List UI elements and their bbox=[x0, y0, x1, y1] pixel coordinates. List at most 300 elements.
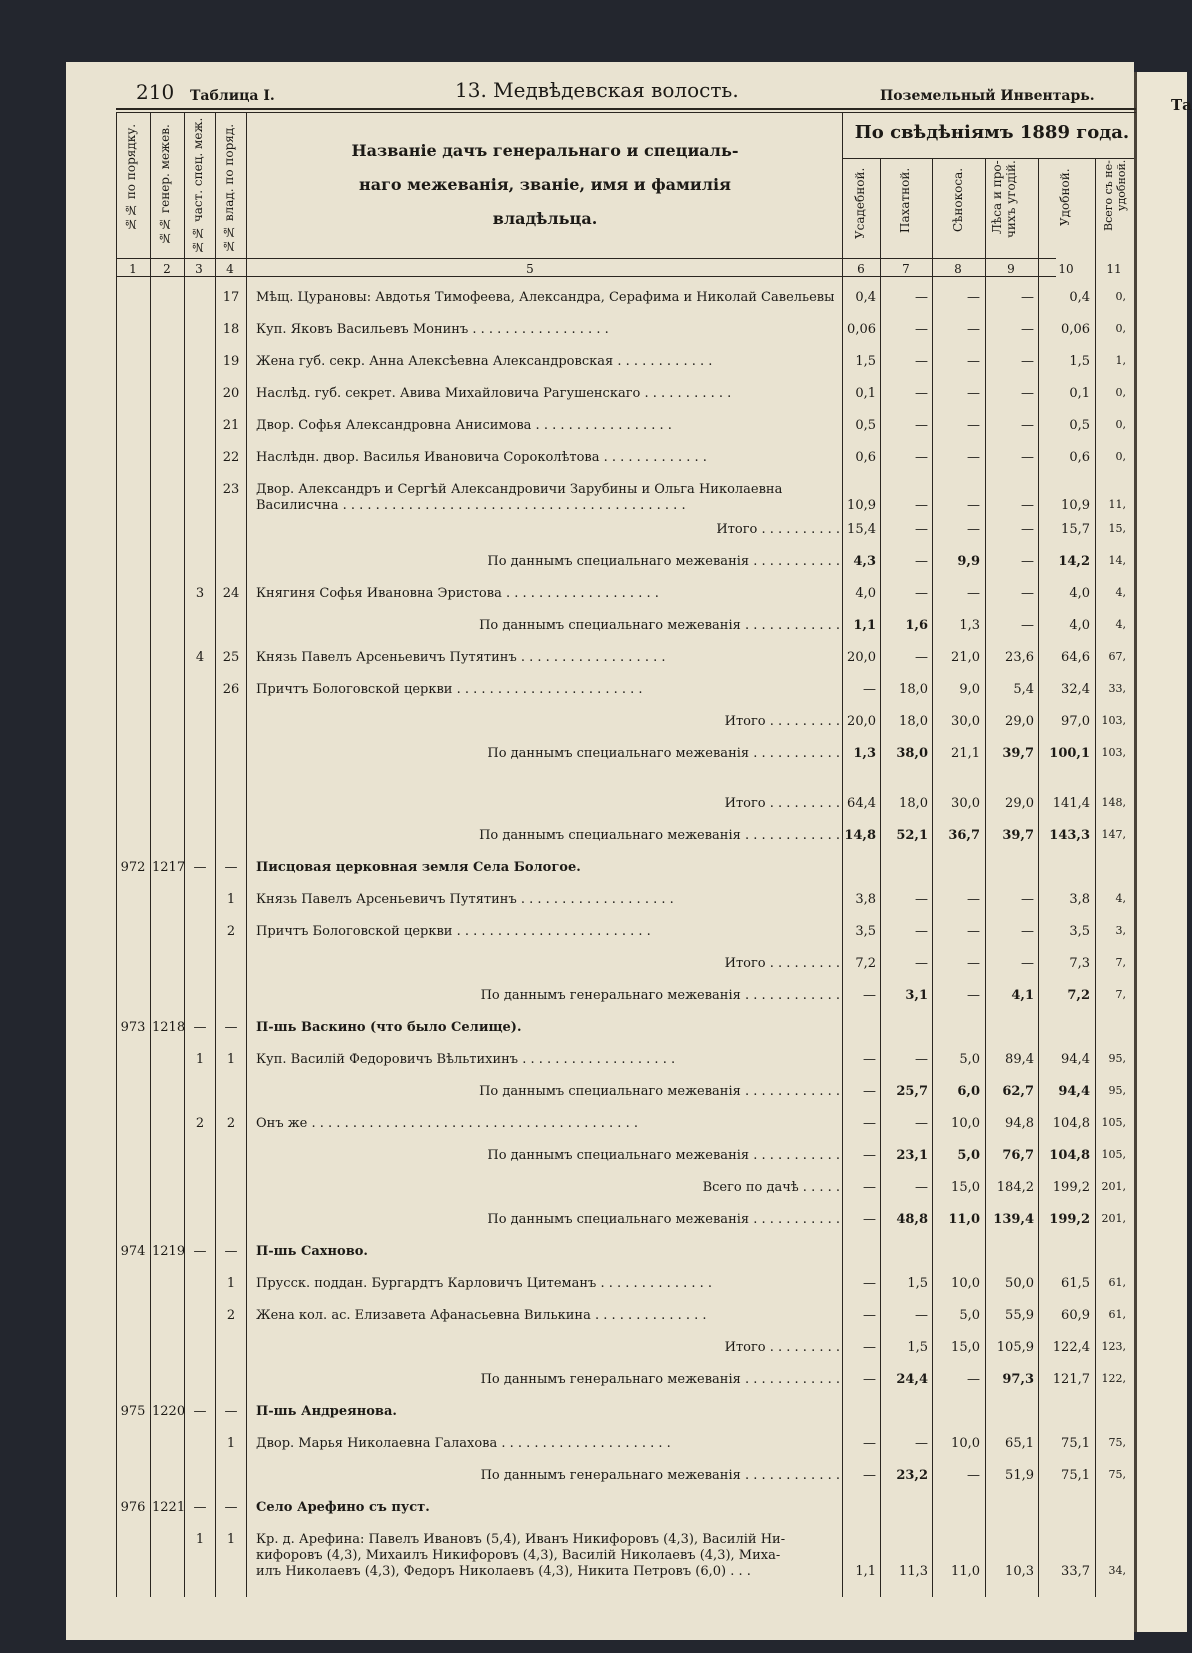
row-value-col10: 75,1 bbox=[1061, 1468, 1090, 1483]
row-value-col7: — bbox=[915, 586, 928, 601]
row-code-b: 1217 bbox=[152, 860, 186, 875]
row-value-col9: — bbox=[1021, 354, 1034, 369]
row-value-col10: 104,8 bbox=[1049, 1148, 1090, 1163]
row-value-col8: 6,0 bbox=[957, 1084, 980, 1099]
row-value-col8: — bbox=[967, 1372, 980, 1387]
row-value-col6: 64,4 bbox=[847, 796, 876, 811]
row-value-col6: — bbox=[863, 1116, 876, 1131]
column-line bbox=[932, 158, 933, 1597]
row-value-col9: — bbox=[1021, 892, 1034, 907]
row-value-col10: 0,6 bbox=[1069, 450, 1090, 465]
row-value-col9: 89,4 bbox=[1005, 1052, 1034, 1067]
row-value-col7: 23,2 bbox=[896, 1468, 928, 1483]
row-value-col7: 3,1 bbox=[905, 988, 928, 1003]
row-code-c: 2 bbox=[195, 1116, 205, 1131]
row-value-col7: — bbox=[915, 554, 928, 569]
row-value-col10: 15,7 bbox=[1061, 522, 1090, 537]
row-value-col9: 29,0 bbox=[1005, 796, 1034, 811]
row-code-d: — bbox=[224, 1020, 238, 1035]
row-value-col8: 1,3 bbox=[959, 618, 980, 633]
row-code-b: 1218 bbox=[152, 1020, 186, 1035]
row-value-col8: — bbox=[967, 522, 980, 537]
row-description: Двор. Софья Александровна Анисимова . . . . . . . . . . . . . . . . . bbox=[256, 418, 672, 433]
row-value-col8: 5,0 bbox=[957, 1148, 980, 1163]
row-value-col8: — bbox=[967, 892, 980, 907]
row-value-col6: — bbox=[863, 1468, 876, 1483]
row-code-c: — bbox=[193, 1020, 207, 1035]
column-number: 2 bbox=[163, 262, 171, 276]
row-value-col8: 10,0 bbox=[951, 1276, 980, 1291]
row-value-col10: 122,4 bbox=[1052, 1340, 1090, 1355]
row-code-d: 1 bbox=[226, 1532, 236, 1547]
col-header-arable: Пахатной. bbox=[898, 168, 912, 234]
row-value-col10: 7,3 bbox=[1069, 956, 1090, 971]
column-line bbox=[246, 112, 247, 1597]
row-code-c: — bbox=[193, 1404, 207, 1419]
row-value-col6: 20,0 bbox=[847, 650, 876, 665]
row-description: П-шь Андреянова. bbox=[256, 1404, 397, 1419]
row-description: По даннымъ специальнаго межеванія . . . . . . . . . . . bbox=[487, 746, 840, 761]
row-value-col6: 4,3 bbox=[853, 554, 876, 569]
row-description: Княгиня Софья Ивановна Эристова . . . . . . . . . . . . . . . . . . . bbox=[256, 586, 659, 601]
row-value-col8: 5,0 bbox=[959, 1308, 980, 1323]
row-value-col8: — bbox=[967, 586, 980, 601]
row-value-col11: 105, bbox=[1101, 1148, 1126, 1161]
row-code-d: 1 bbox=[226, 1052, 236, 1067]
row-value-col7: — bbox=[915, 1052, 928, 1067]
row-value-col6: — bbox=[863, 1148, 876, 1163]
row-value-col10: 60,9 bbox=[1061, 1308, 1090, 1323]
row-value-col7: 1,6 bbox=[905, 618, 928, 633]
row-code-c: — bbox=[193, 1500, 207, 1515]
col-header-forest: Лѣса и про-чихъ угодій. bbox=[990, 160, 1018, 238]
next-page-edge bbox=[1134, 72, 1192, 1632]
page-running-head: Поземельный Инвентарь. bbox=[880, 88, 1095, 104]
row-code-d: — bbox=[224, 1404, 238, 1419]
row-value-col10: 4,0 bbox=[1069, 586, 1090, 601]
row-code-c: 3 bbox=[195, 586, 205, 601]
row-code-a: 974 bbox=[120, 1244, 146, 1259]
page-title: 13. Медвѣдевская волость. bbox=[455, 78, 739, 102]
row-value-col9: — bbox=[1021, 418, 1034, 433]
row-code-d: 23 bbox=[222, 482, 240, 497]
column-number: 5 bbox=[526, 262, 534, 276]
row-value-col11: 33, bbox=[1108, 682, 1126, 695]
row-code-d: 1 bbox=[226, 892, 236, 907]
row-value-col7: — bbox=[915, 650, 928, 665]
row-value-col6: — bbox=[863, 1052, 876, 1067]
row-value-col11: 0, bbox=[1115, 418, 1126, 431]
row-value-col11: 103, bbox=[1101, 746, 1126, 759]
row-value-col6: 20,0 bbox=[847, 714, 876, 729]
row-value-col10: 4,0 bbox=[1069, 618, 1090, 633]
row-value-col11: 122, bbox=[1101, 1372, 1126, 1385]
row-code-d: 2 bbox=[226, 924, 236, 939]
col-header-main-line: владѣльца. bbox=[492, 209, 598, 228]
row-value-col8: — bbox=[967, 988, 980, 1003]
row-value-col7: 38,0 bbox=[896, 746, 928, 761]
row-code-a: 973 bbox=[120, 1020, 146, 1035]
col-header-owner-no: №№ влад. по поряд. bbox=[222, 124, 236, 254]
row-value-col11: 4, bbox=[1115, 892, 1126, 905]
header-rule bbox=[116, 108, 1136, 110]
row-value-col8: 21,0 bbox=[951, 650, 980, 665]
row-value-col11: 0, bbox=[1115, 322, 1126, 335]
row-code-c: — bbox=[193, 1244, 207, 1259]
row-value-col10: 143,3 bbox=[1049, 828, 1090, 843]
row-description: Итого . . . . . . . . . bbox=[724, 714, 840, 729]
row-value-col11: 95, bbox=[1108, 1084, 1126, 1097]
row-value-col9: 39,7 bbox=[1002, 828, 1034, 843]
row-value-col8: — bbox=[967, 418, 980, 433]
col-header-total: Всего съ не-удобной. bbox=[1102, 160, 1128, 231]
row-code-d: — bbox=[224, 860, 238, 875]
row-value-col10: 1,5 bbox=[1069, 354, 1090, 369]
row-code-b: 1220 bbox=[152, 1404, 186, 1419]
row-value-col10: 33,7 bbox=[1061, 1564, 1090, 1579]
row-value-col7: 18,0 bbox=[899, 682, 928, 697]
row-code-d: 19 bbox=[222, 354, 240, 369]
row-value-col8: 10,0 bbox=[951, 1116, 980, 1131]
row-description: Жена кол. ас. Елизавета Афанасьевна Вилькина . . . . . . . . . . . . . . bbox=[256, 1308, 707, 1323]
row-value-col9: 94,8 bbox=[1005, 1116, 1034, 1131]
row-description: Куп. Василій Федоровичъ Вѣльтихинъ . . . . . . . . . . . . . . . . . . . bbox=[256, 1052, 676, 1067]
row-description: Князь Павелъ Арсеньевичъ Путятинъ . . . . . . . . . . . . . . . . . . bbox=[256, 650, 666, 665]
row-description: Прусск. поддан. Бургардтъ Карловичъ Цитеманъ . . . . . . . . . . . . . . bbox=[256, 1276, 713, 1291]
row-value-col11: 0, bbox=[1115, 450, 1126, 463]
row-description: Двор. Марья Николаевна Галахова . . . . . . . . . . . . . . . . . . . . . bbox=[256, 1436, 671, 1451]
row-value-col7: — bbox=[915, 386, 928, 401]
row-description: По даннымъ специальнаго межеванія . . . . . . . . . . . bbox=[487, 554, 840, 569]
row-code-d: 1 bbox=[226, 1436, 236, 1451]
row-value-col8: 30,0 bbox=[951, 796, 980, 811]
row-description: Причтъ Бологовской церкви . . . . . . . . . . . . . . . . . . . . . . . bbox=[256, 682, 643, 697]
column-number: 7 bbox=[902, 262, 910, 276]
row-value-col11: 147, bbox=[1101, 828, 1126, 841]
row-code-d: — bbox=[224, 1244, 238, 1259]
row-value-col11: 67, bbox=[1108, 650, 1126, 663]
row-description: Двор. Александръ и Сергѣй Александровичи Зарубины и Ольга Николаевна bbox=[256, 482, 783, 497]
row-value-col9: — bbox=[1021, 290, 1034, 305]
row-value-col7: — bbox=[915, 1308, 928, 1323]
row-value-col10: 3,5 bbox=[1069, 924, 1090, 939]
header-rule-thin bbox=[116, 112, 1136, 113]
row-value-col6: 3,5 bbox=[855, 924, 876, 939]
row-description: По даннымъ специальнаго межеванія . . . . . . . . . . . . bbox=[479, 1084, 840, 1099]
row-value-col7: — bbox=[915, 498, 928, 513]
row-value-col7: — bbox=[915, 924, 928, 939]
row-value-col11: 105, bbox=[1101, 1116, 1126, 1129]
row-value-col9: 5,4 bbox=[1013, 682, 1034, 697]
row-value-col10: 75,1 bbox=[1061, 1436, 1090, 1451]
row-value-col11: 7, bbox=[1115, 956, 1126, 969]
row-description: Итого . . . . . . . . . bbox=[724, 1340, 840, 1355]
row-value-col9: — bbox=[1021, 498, 1034, 513]
row-code-d: 24 bbox=[222, 586, 240, 601]
row-value-col8: 5,0 bbox=[959, 1052, 980, 1067]
row-value-col9: — bbox=[1021, 322, 1034, 337]
row-value-col7: 25,7 bbox=[896, 1084, 928, 1099]
col-header-main-line: Названіе дачъ генеральнаго и специаль- bbox=[351, 141, 739, 160]
row-value-col6: 0,4 bbox=[855, 290, 876, 305]
row-value-col10: 7,2 bbox=[1067, 988, 1090, 1003]
row-value-col8: 11,0 bbox=[948, 1212, 980, 1227]
row-value-col10: 0,06 bbox=[1061, 322, 1090, 337]
row-value-col7: — bbox=[915, 322, 928, 337]
row-value-col10: 14,2 bbox=[1058, 554, 1090, 569]
row-description: Село Арефино съ пуст. bbox=[256, 1500, 430, 1515]
row-value-col7: 1,5 bbox=[907, 1276, 928, 1291]
row-code-b: 1221 bbox=[152, 1500, 186, 1515]
col-header-order-no: №№ по порядку. bbox=[124, 124, 138, 232]
row-value-col9: 10,3 bbox=[1005, 1564, 1034, 1579]
row-code-d: — bbox=[224, 1500, 238, 1515]
row-value-col11: 201, bbox=[1101, 1212, 1126, 1225]
row-value-col6: — bbox=[863, 682, 876, 697]
row-value-col10: 104,8 bbox=[1052, 1116, 1090, 1131]
row-description: По даннымъ специальнаго межеванія . . . . . . . . . . . . bbox=[479, 828, 840, 843]
row-code-d: 2 bbox=[226, 1116, 236, 1131]
row-code-b: 1219 bbox=[152, 1244, 186, 1259]
row-value-col11: 75, bbox=[1108, 1468, 1126, 1481]
row-value-col9: 55,9 bbox=[1005, 1308, 1034, 1323]
column-number: 3 bbox=[195, 262, 203, 276]
row-code-d: 20 bbox=[222, 386, 240, 401]
row-code-d: 21 bbox=[222, 418, 240, 433]
row-value-col8: — bbox=[967, 956, 980, 971]
row-description: По даннымъ генеральнаго межеванія . . . . . . . . . . . . bbox=[480, 1372, 840, 1387]
row-description: П-шь Сахново. bbox=[256, 1244, 368, 1259]
col-header-main bbox=[250, 134, 840, 236]
row-value-col10: 0,5 bbox=[1069, 418, 1090, 433]
row-value-col10: 97,0 bbox=[1061, 714, 1090, 729]
row-value-col8: 10,0 bbox=[951, 1436, 980, 1451]
column-line bbox=[150, 112, 151, 1597]
row-code-d: 26 bbox=[222, 682, 240, 697]
row-value-col6: — bbox=[863, 1212, 876, 1227]
row-value-col10: 94,4 bbox=[1058, 1084, 1090, 1099]
row-value-col9: 4,1 bbox=[1011, 988, 1034, 1003]
row-value-col11: 14, bbox=[1108, 554, 1126, 567]
row-value-col8: — bbox=[967, 354, 980, 369]
row-value-col11: 15, bbox=[1108, 522, 1126, 535]
row-value-col10: 64,6 bbox=[1061, 650, 1090, 665]
row-value-col7: 48,8 bbox=[896, 1212, 928, 1227]
row-value-col8: 15,0 bbox=[951, 1340, 980, 1355]
row-value-col6: 1,3 bbox=[853, 746, 876, 761]
column-number: 4 bbox=[226, 262, 234, 276]
column-line bbox=[116, 112, 117, 1597]
row-description: Мѣщ. Цурановы: Авдотья Тимофеева, Александра, Серафима и Николай Савельевы bbox=[256, 290, 835, 305]
row-value-col11: 3, bbox=[1115, 924, 1126, 937]
row-value-col7: — bbox=[915, 522, 928, 537]
column-number: 9 bbox=[1007, 262, 1015, 276]
row-code-c: — bbox=[193, 860, 207, 875]
row-value-col6: 10,9 bbox=[847, 498, 876, 513]
row-description: Жена губ. секр. Анна Алексѣевна Александровская . . . . . . . . . . . . bbox=[256, 354, 713, 369]
row-value-col7: — bbox=[915, 354, 928, 369]
col-header-general-survey-no: №№ генер. межев. bbox=[158, 124, 172, 245]
row-value-col11: 61, bbox=[1108, 1308, 1126, 1321]
row-value-col9: 105,9 bbox=[996, 1340, 1034, 1355]
row-value-col10: 121,7 bbox=[1052, 1372, 1090, 1387]
row-value-col6: 0,6 bbox=[855, 450, 876, 465]
row-value-col11: 95, bbox=[1108, 1052, 1126, 1065]
row-value-col10: 0,1 bbox=[1069, 386, 1090, 401]
row-value-col6: 14,8 bbox=[844, 828, 876, 843]
row-value-col11: 34, bbox=[1108, 1564, 1126, 1577]
row-value-col6: — bbox=[863, 1084, 876, 1099]
row-code-d: 1 bbox=[226, 1276, 236, 1291]
row-value-col6: 1,1 bbox=[853, 618, 876, 633]
row-value-col8: 21,1 bbox=[951, 746, 980, 761]
row-description: По даннымъ специальнаго межеванія . . . . . . . . . . . bbox=[487, 1212, 840, 1227]
row-value-col11: 7, bbox=[1115, 988, 1126, 1001]
column-number: 10 bbox=[1058, 262, 1074, 276]
row-value-col8: — bbox=[967, 450, 980, 465]
row-value-col9: 62,7 bbox=[1002, 1084, 1034, 1099]
row-code-c: 4 bbox=[195, 650, 205, 665]
row-value-col10: 3,8 bbox=[1069, 892, 1090, 907]
row-value-col9: 97,3 bbox=[1002, 1372, 1034, 1387]
row-value-col11: 61, bbox=[1108, 1276, 1126, 1289]
row-description: Князь Павелъ Арсеньевичъ Путятинъ . . . . . . . . . . . . . . . . . . . bbox=[256, 892, 674, 907]
row-value-col9: 65,1 bbox=[1005, 1436, 1034, 1451]
row-description: Наслѣд. губ. секрет. Авива Михайловича Рагушенскаго . . . . . . . . . . . bbox=[256, 386, 732, 401]
column-line bbox=[184, 112, 185, 1597]
row-code-d: 25 bbox=[222, 650, 240, 665]
row-description: Писцовая церковная земля Села Бологое. bbox=[256, 860, 581, 875]
row-value-col7: 24,4 bbox=[896, 1372, 928, 1387]
row-value-col7: — bbox=[915, 418, 928, 433]
row-code-a: 975 bbox=[120, 1404, 146, 1419]
column-line bbox=[215, 112, 216, 1597]
column-line bbox=[880, 158, 881, 1597]
row-value-col7: — bbox=[915, 450, 928, 465]
row-value-col7: 18,0 bbox=[899, 796, 928, 811]
column-number: 6 bbox=[857, 262, 865, 276]
page-number: 210 bbox=[136, 80, 175, 104]
row-value-col7: — bbox=[915, 956, 928, 971]
row-value-col7: — bbox=[915, 1116, 928, 1131]
row-value-col9: 39,7 bbox=[1002, 746, 1034, 761]
row-value-col8: — bbox=[967, 1468, 980, 1483]
row-value-col6: — bbox=[863, 1340, 876, 1355]
row-value-col7: 11,3 bbox=[899, 1564, 928, 1579]
row-value-col9: 51,9 bbox=[1005, 1468, 1034, 1483]
row-description: Итого . . . . . . . . . . bbox=[716, 522, 840, 537]
column-number-rule bbox=[116, 276, 1056, 277]
row-value-col9: 76,7 bbox=[1002, 1148, 1034, 1163]
row-description: По даннымъ генеральнаго межеванія . . . . . . . . . . . . bbox=[480, 1468, 840, 1483]
row-value-col7: 23,1 bbox=[896, 1148, 928, 1163]
row-value-col9: 29,0 bbox=[1005, 714, 1034, 729]
row-value-col8: — bbox=[967, 322, 980, 337]
row-description: Кр. д. Арефина: Павелъ Ивановъ (5,4), Иванъ Никифоровъ (4,3), Василій Ни- bbox=[256, 1532, 786, 1547]
row-description: По даннымъ генеральнаго межеванія . . . . . . . . . . . . bbox=[480, 988, 840, 1003]
row-description: Итого . . . . . . . . . bbox=[724, 796, 840, 811]
column-number: 1 bbox=[129, 262, 137, 276]
col-header-main-line: наго межеванія, званіе, имя и фамилія bbox=[359, 175, 731, 194]
row-description: Всего по дачѣ . . . . . bbox=[702, 1180, 840, 1195]
row-description: Итого . . . . . . . . . bbox=[724, 956, 840, 971]
row-value-col11: 0, bbox=[1115, 386, 1126, 399]
row-value-col6: — bbox=[863, 1372, 876, 1387]
row-value-col8: 9,0 bbox=[959, 682, 980, 697]
row-value-col10: 10,9 bbox=[1061, 498, 1090, 513]
row-value-col9: — bbox=[1021, 924, 1034, 939]
column-number: 8 bbox=[954, 262, 962, 276]
row-description: Онъ же . . . . . . . . . . . . . . . . . . . . . . . . . . . . . . . . . . . . . . . . bbox=[256, 1116, 638, 1131]
row-value-col6: 7,2 bbox=[855, 956, 876, 971]
column-line bbox=[1038, 158, 1039, 1597]
row-code-d: 18 bbox=[222, 322, 240, 337]
row-value-col9: — bbox=[1021, 956, 1034, 971]
row-value-col9: — bbox=[1021, 554, 1034, 569]
row-value-col6: 3,8 bbox=[855, 892, 876, 907]
row-description: Василисчна . . . . . . . . . . . . . . . . . . . . . . . . . . . . . . . . . . . . . . . . . . bbox=[256, 498, 686, 513]
row-value-col6: 0,1 bbox=[855, 386, 876, 401]
row-description: По даннымъ специальнаго межеванія . . . . . . . . . . . bbox=[487, 1148, 840, 1163]
row-value-col7: — bbox=[915, 1180, 928, 1195]
row-value-col11: 148, bbox=[1101, 796, 1126, 809]
row-value-col9: — bbox=[1021, 522, 1034, 537]
row-value-col11: 201, bbox=[1101, 1180, 1126, 1193]
row-value-col6: 15,4 bbox=[847, 522, 876, 537]
column-number: 11 bbox=[1106, 262, 1122, 276]
row-value-col8: — bbox=[967, 498, 980, 513]
row-value-col11: 75, bbox=[1108, 1436, 1126, 1449]
col-header-special-survey-no: №№ част. спец. меж. bbox=[191, 117, 205, 254]
group-header-rule bbox=[842, 158, 1134, 159]
row-value-col9: 184,2 bbox=[996, 1180, 1034, 1195]
row-value-col11: 123, bbox=[1101, 1340, 1126, 1353]
column-line bbox=[985, 158, 986, 1597]
row-code-a: 976 bbox=[120, 1500, 146, 1515]
row-value-col6: — bbox=[863, 1180, 876, 1195]
row-value-col6: 1,1 bbox=[855, 1564, 876, 1579]
row-code-d: 17 bbox=[222, 290, 240, 305]
row-value-col8: 9,9 bbox=[957, 554, 980, 569]
row-description: илъ Николаевъ (4,3), Федоръ Николаевъ (4,3), Никита Петровъ (6,0) . . . bbox=[256, 1564, 751, 1579]
row-value-col8: — bbox=[967, 386, 980, 401]
row-value-col9: — bbox=[1021, 618, 1034, 633]
row-value-col11: 0, bbox=[1115, 290, 1126, 303]
row-code-c: 1 bbox=[195, 1052, 205, 1067]
row-code-d: 22 bbox=[222, 450, 240, 465]
row-value-col9: 139,4 bbox=[993, 1212, 1034, 1227]
row-value-col8: — bbox=[967, 290, 980, 305]
col-header-hay: Сѣнокоса. bbox=[951, 168, 965, 233]
col-header-homestead: Усадебной. bbox=[853, 168, 867, 240]
row-value-col10: 199,2 bbox=[1052, 1180, 1090, 1195]
row-value-col10: 199,2 bbox=[1049, 1212, 1090, 1227]
row-value-col8: 15,0 bbox=[951, 1180, 980, 1195]
row-description: Наслѣдн. двор. Василья Ивановича Сороколѣтова . . . . . . . . . . . . . bbox=[256, 450, 707, 465]
col-group-header: По свѣдѣніямъ 1889 года. bbox=[854, 122, 1130, 143]
row-value-col11: 4, bbox=[1115, 618, 1126, 631]
row-value-col6: 0,06 bbox=[847, 322, 876, 337]
row-value-col7: — bbox=[915, 1436, 928, 1451]
next-page-edge-text: Та bbox=[1171, 96, 1192, 114]
row-value-col11: 1, bbox=[1115, 354, 1126, 367]
row-value-col9: — bbox=[1021, 386, 1034, 401]
row-value-col6: — bbox=[863, 1276, 876, 1291]
row-value-col9: — bbox=[1021, 450, 1034, 465]
row-value-col10: 100,1 bbox=[1049, 746, 1090, 761]
row-value-col8: 30,0 bbox=[951, 714, 980, 729]
row-value-col10: 141,4 bbox=[1052, 796, 1090, 811]
